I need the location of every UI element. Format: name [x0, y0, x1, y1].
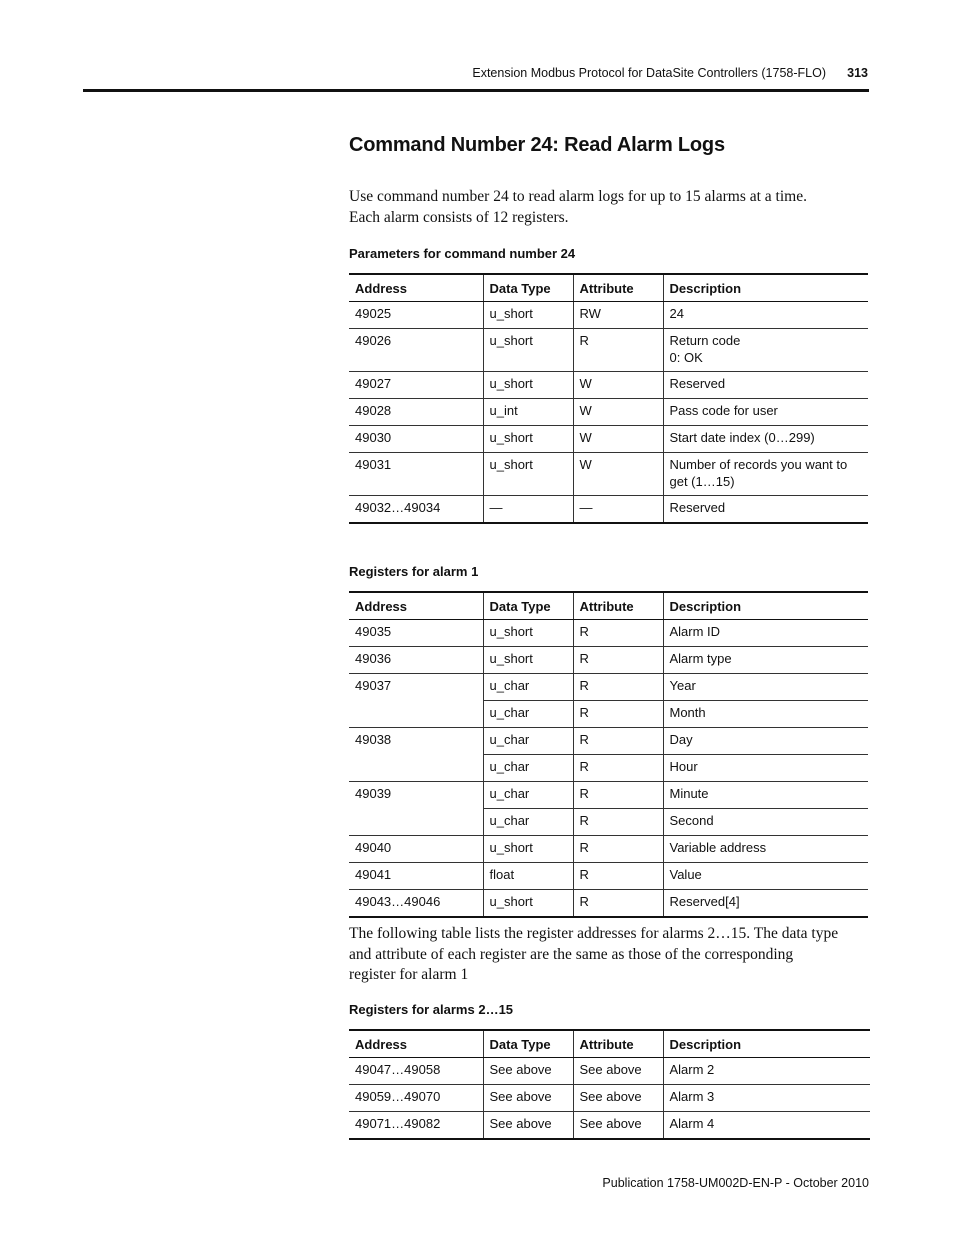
table3-caption: Registers for alarms 2…15	[349, 1002, 514, 1017]
alarms-2-15-table	[349, 1029, 870, 1140]
cell-description: Hour	[663, 755, 868, 782]
table-row	[349, 399, 868, 426]
paragraph-line: and attribute of each register are the same as those of the corresponding	[349, 945, 794, 963]
table-row	[349, 728, 868, 755]
cell-address: 49027	[349, 372, 483, 399]
cell-address: 49037	[355, 678, 392, 693]
cell-attribute: See above	[573, 1085, 663, 1112]
cell-description: Alarm 3	[663, 1085, 870, 1112]
section-title: Command Number 24: Read Alarm Logs	[349, 134, 725, 156]
cell-address: 49039	[355, 786, 392, 801]
cell-address	[349, 701, 483, 728]
cell-attribute: R	[573, 647, 663, 674]
cell-attribute: RW	[573, 302, 663, 329]
cell-data-type: u_short	[483, 620, 573, 647]
description-line: Number of records you want to	[669, 457, 848, 472]
table1-caption: Parameters for command number 24	[349, 246, 576, 261]
cell-address: 49038	[355, 732, 392, 747]
parameters-table	[349, 273, 868, 524]
cell-attribute: W	[573, 453, 663, 496]
table-row	[349, 1085, 870, 1112]
table-row	[349, 329, 868, 372]
cell-description: Pass code for user	[663, 399, 868, 426]
table-row	[349, 372, 868, 399]
cell-attribute: R	[573, 782, 663, 809]
column-header-data-type: Data Type	[483, 1030, 573, 1058]
intro-paragraph	[349, 187, 869, 228]
cell-description: Month	[663, 701, 868, 728]
cell-data-type: u_short	[483, 426, 573, 453]
cell-description: Minute	[663, 782, 868, 809]
alarm1-registers-table	[349, 591, 868, 918]
paragraph-line: The following table lists the register addresses for alarms 2…15. The data type	[349, 925, 839, 942]
cell-data-type: u_short	[483, 836, 573, 863]
description-line: Return code	[669, 333, 741, 348]
cell-attribute: R	[573, 836, 663, 863]
cell-description: Second	[663, 809, 868, 836]
table-header-row	[349, 1030, 870, 1058]
cell-address: 49041	[349, 863, 483, 890]
cell-attribute: R	[573, 890, 663, 917]
table-row	[349, 620, 868, 647]
table-row	[349, 755, 868, 782]
intro-line: Each alarm consists of 12 registers.	[349, 208, 569, 226]
cell-description: Reserved[4]	[663, 890, 868, 917]
column-header-address: Address	[349, 274, 483, 302]
table-row	[349, 782, 868, 809]
table-row	[349, 302, 868, 329]
cell-address: 49071…49082	[349, 1112, 483, 1139]
cell-data-type: See above	[483, 1085, 573, 1112]
cell-address: 49031	[349, 453, 483, 496]
cell-attribute: See above	[573, 1058, 663, 1085]
column-header-description: Description	[663, 1030, 870, 1058]
cell-data-type: u_char	[483, 674, 573, 701]
table2-caption: Registers for alarm 1	[349, 564, 479, 579]
cell-attribute: R	[573, 728, 663, 755]
cell-description: Day	[663, 728, 868, 755]
cell-data-type: See above	[483, 1112, 573, 1139]
cell-address: 49059…49070	[349, 1085, 483, 1112]
cell-description: Reserved	[663, 372, 868, 399]
table-header-row	[349, 274, 868, 302]
cell-description: Start date index (0…299)	[663, 426, 868, 453]
cell-data-type: u_int	[483, 399, 573, 426]
cell-data-type: u_short	[483, 372, 573, 399]
cell-description: Year	[663, 674, 868, 701]
column-header-description: Description	[663, 274, 868, 302]
cell-data-type: u_short	[483, 302, 573, 329]
table-row	[349, 453, 868, 496]
cell-data-type: float	[483, 863, 573, 890]
cell-data-type: u_short	[483, 890, 573, 917]
cell-attribute: R	[573, 620, 663, 647]
cell-data-type: u_char	[483, 809, 573, 836]
table-row	[349, 809, 868, 836]
column-header-description: Description	[663, 592, 868, 620]
cell-address	[349, 809, 483, 836]
cell-attribute: —	[573, 496, 663, 523]
table-row	[349, 701, 868, 728]
page-number: 313	[847, 66, 868, 80]
description-line: get (1…15)	[669, 474, 735, 489]
column-header-attribute: Attribute	[573, 1030, 663, 1058]
table-header-row	[349, 592, 868, 620]
header-rule	[83, 89, 869, 92]
cell-description: Value	[663, 863, 868, 890]
cell-address: 49040	[349, 836, 483, 863]
cell-attribute: W	[573, 372, 663, 399]
running-title: Extension Modbus Protocol for DataSite Controllers (1758-FLO)	[472, 66, 826, 80]
cell-address: 49030	[349, 426, 483, 453]
description-line: 0: OK	[669, 350, 703, 365]
cell-description	[663, 453, 868, 496]
cell-attribute: R	[573, 674, 663, 701]
table-row	[349, 863, 868, 890]
cell-address: 49025	[349, 302, 483, 329]
table-row	[349, 647, 868, 674]
cell-data-type: u_char	[483, 755, 573, 782]
cell-description	[663, 329, 868, 372]
table-row	[349, 426, 868, 453]
paragraph-line: register for alarm 1	[349, 966, 469, 983]
cell-address: 49032…49034	[349, 496, 483, 523]
cell-description: Alarm 4	[663, 1112, 870, 1139]
cell-attribute: W	[573, 399, 663, 426]
cell-attribute: W	[573, 426, 663, 453]
cell-attribute: See above	[573, 1112, 663, 1139]
cell-description: Alarm 2	[663, 1058, 870, 1085]
table-row	[349, 890, 868, 917]
cell-description: Reserved	[663, 496, 868, 523]
cell-address: 49036	[349, 647, 483, 674]
cell-attribute: R	[573, 809, 663, 836]
table-row	[349, 496, 868, 523]
middle-paragraph	[349, 924, 869, 986]
column-header-attribute: Attribute	[573, 592, 663, 620]
cell-data-type: See above	[483, 1058, 573, 1085]
cell-address: 49026	[349, 329, 483, 372]
cell-data-type: u_char	[483, 782, 573, 809]
cell-address: 49028	[349, 399, 483, 426]
cell-data-type: u_short	[483, 453, 573, 496]
cell-description: Variable address	[663, 836, 868, 863]
cell-address: 49047…49058	[349, 1058, 483, 1085]
cell-address: 49043…49046	[349, 890, 483, 917]
column-header-address: Address	[349, 1030, 483, 1058]
cell-data-type: u_short	[483, 329, 573, 372]
cell-data-type: u_short	[483, 647, 573, 674]
table-row	[349, 674, 868, 701]
table-row	[349, 1058, 870, 1085]
table2-body	[349, 620, 868, 917]
publication-footer: Publication 1758-UM002D-EN-P - October 2010	[602, 1176, 869, 1190]
cell-attribute: R	[573, 863, 663, 890]
column-header-data-type: Data Type	[483, 592, 573, 620]
cell-attribute: R	[573, 701, 663, 728]
column-header-data-type: Data Type	[483, 274, 573, 302]
column-header-attribute: Attribute	[573, 274, 663, 302]
cell-description: 24	[663, 302, 868, 329]
cell-description: Alarm type	[663, 647, 868, 674]
table-row	[349, 1112, 870, 1139]
cell-data-type: —	[483, 496, 573, 523]
cell-address	[349, 755, 483, 782]
intro-line: Use command number 24 to read alarm logs for up to 15 alarms at a time.	[349, 188, 807, 205]
table-row	[349, 836, 868, 863]
cell-data-type: u_char	[483, 728, 573, 755]
cell-description: Alarm ID	[663, 620, 868, 647]
cell-address: 49035	[349, 620, 483, 647]
cell-attribute: R	[573, 755, 663, 782]
cell-data-type: u_char	[483, 701, 573, 728]
cell-attribute: R	[573, 329, 663, 372]
column-header-address: Address	[349, 592, 483, 620]
